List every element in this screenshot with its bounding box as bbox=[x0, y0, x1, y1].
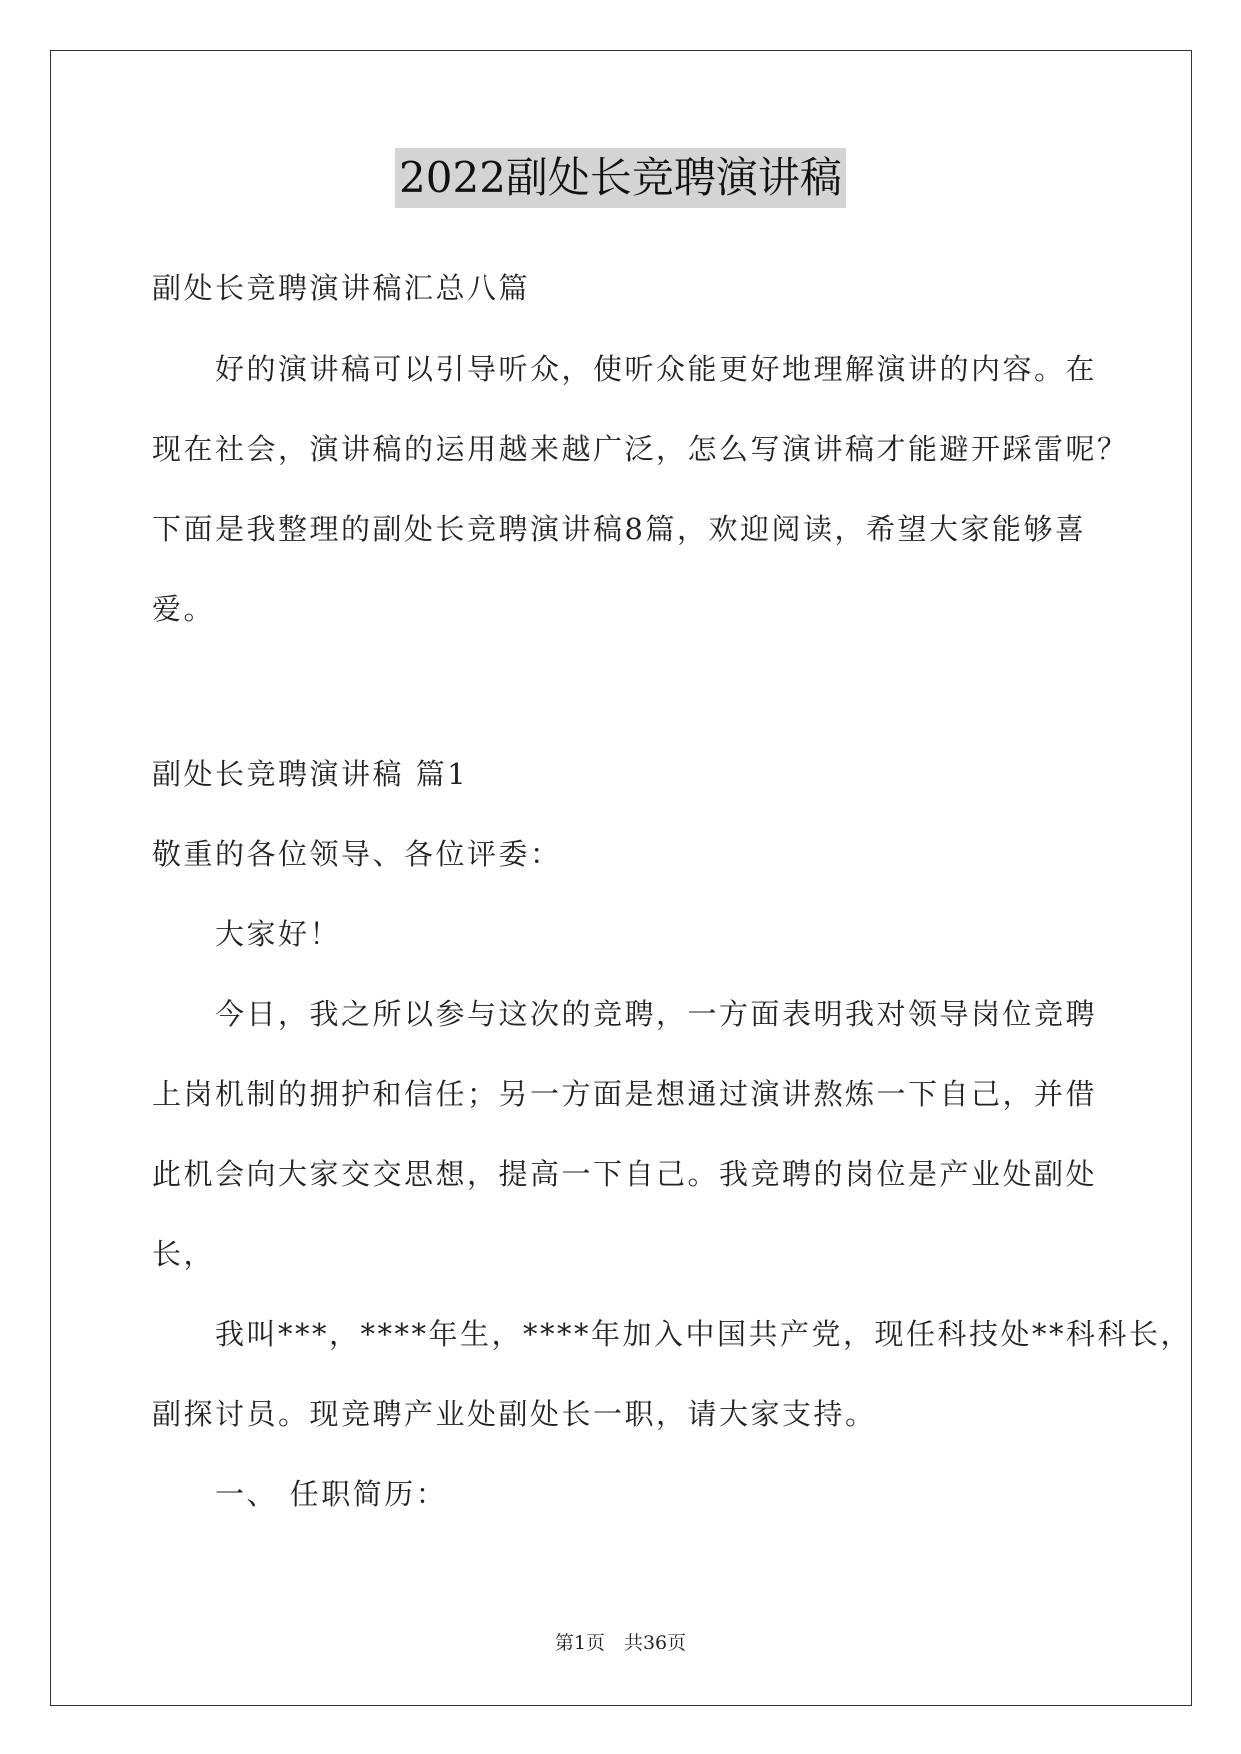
subtitle-line: 副处长竞聘演讲稿汇总八篇 bbox=[152, 271, 531, 305]
list-heading: 一、 任职简历： bbox=[215, 1477, 448, 1511]
intro-line-3: 下面是我整理的副处长竞聘演讲稿8篇，欢迎阅读，希望大家能够喜 bbox=[152, 512, 1087, 546]
body-line-3: 此机会向大家交交思想，提高一下自己。我竞聘的岗位是产业处副处 bbox=[152, 1157, 1098, 1191]
page-footer: 第1页 共36页 bbox=[554, 1632, 687, 1654]
greeting-line: 大家好！ bbox=[215, 917, 342, 951]
section-heading: 副处长竞聘演讲稿 篇1 bbox=[152, 757, 469, 791]
title-container bbox=[0, 148, 1241, 208]
document-title: 2022副处长竞聘演讲稿 bbox=[395, 148, 846, 208]
body-line-1: 今日，我之所以参与这次的竞聘，一方面表明我对领导岗位竞聘 bbox=[215, 997, 1098, 1031]
salutation-line: 敬重的各位领导、各位评委： bbox=[152, 837, 562, 871]
intro-line-1: 好的演讲稿可以引导听众，使听众能更好地理解演讲的内容。在 bbox=[215, 352, 1098, 386]
body-line-6: 副探讨员。现竞聘产业处副处长一职，请大家支持。 bbox=[152, 1397, 877, 1431]
body-line-4: 长， bbox=[152, 1237, 216, 1271]
intro-line-2: 现在社会，演讲稿的运用越来越广泛，怎么写演讲稿才能避开踩雷呢？ bbox=[152, 432, 1129, 466]
intro-line-4: 爱。 bbox=[152, 592, 216, 626]
body-line-5: 我叫***，****年生，****年加入中国共产党，现任科技处**科科长， bbox=[215, 1317, 1193, 1351]
body-line-2: 上岗机制的拥护和信任；另一方面是想通过演讲熬炼一下自己，并借 bbox=[152, 1077, 1098, 1111]
